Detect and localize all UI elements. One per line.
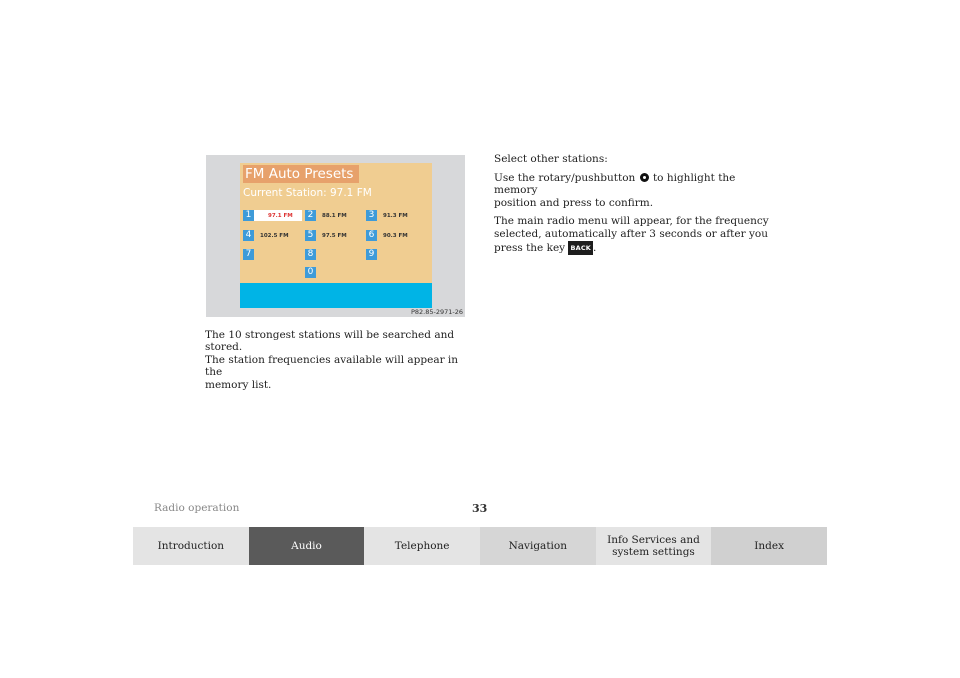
tab-index[interactable] — [711, 527, 827, 565]
instruction-text: . — [593, 241, 597, 254]
figure-fm-auto-presets — [206, 155, 465, 317]
preset-slot-5 — [305, 230, 347, 241]
instruction-text: The main radio menu will appear, for the frequency — [494, 215, 769, 228]
preset-number: 7 — [243, 249, 254, 260]
tab-label: Index — [754, 540, 784, 552]
tab-audio[interactable] — [249, 527, 365, 565]
screen-title: FM Auto Presets — [243, 165, 359, 183]
screen-status-bar — [240, 283, 432, 308]
tab-label: Introduction — [157, 540, 225, 552]
instruction-text: position and press to confirm. — [494, 196, 654, 209]
back-key-icon: BACK — [568, 241, 593, 256]
preset-number: 6 — [366, 230, 377, 241]
tab-label: Navigation — [508, 540, 567, 552]
preset-slot-4 — [243, 230, 289, 241]
page-number: 33 — [472, 502, 488, 515]
preset-slot-0 — [305, 267, 316, 278]
preset-number: 2 — [305, 210, 316, 221]
tab-introduction[interactable] — [133, 527, 249, 565]
caption-line: memory list. — [205, 378, 272, 391]
preset-frequency: 102.5 FM — [260, 232, 289, 239]
display-screen — [240, 163, 432, 308]
preset-number: 3 — [366, 210, 377, 221]
rotary-pushbutton-icon — [640, 173, 649, 182]
chapter-tab-bar — [133, 527, 827, 565]
preset-slot-2 — [305, 210, 347, 221]
preset-slot-1 — [243, 210, 302, 221]
preset-frequency: 97.1 FM — [268, 212, 293, 219]
tab-navigation[interactable] — [480, 527, 596, 565]
caption-line: The station frequencies available will appear in the — [205, 353, 459, 379]
preset-slot-3 — [366, 210, 408, 221]
preset-number: 9 — [366, 249, 377, 260]
tab-telephone[interactable] — [364, 527, 480, 565]
tab-label: system settings — [612, 546, 695, 558]
instructions — [494, 153, 770, 261]
tab-label: Telephone — [394, 540, 450, 552]
instruction-text: to highlight the memory — [494, 171, 736, 197]
caption-line: The 10 strongest stations will be searched and stored. — [205, 329, 455, 354]
instruction-text: press the key — [494, 241, 569, 254]
tab-info-services[interactable] — [596, 527, 712, 565]
figure-code: P82.85-2971-26 — [410, 308, 463, 316]
preset-slot-7 — [243, 249, 254, 260]
current-station: Current Station: 97.1 FM — [243, 187, 372, 199]
tab-label: Info Services and — [607, 534, 700, 546]
preset-frequency: 90.3 FM — [383, 232, 408, 239]
preset-number: 4 — [243, 230, 254, 241]
preset-number: 8 — [305, 249, 316, 260]
preset-frequency: 97.5 FM — [322, 232, 347, 239]
rotary-instruction — [494, 172, 770, 210]
tab-label: Audio — [291, 540, 322, 552]
preset-number: 0 — [305, 267, 316, 278]
preset-slot-8 — [305, 249, 316, 260]
preset-number: 5 — [305, 230, 316, 241]
preset-frequency: 91.3 FM — [383, 212, 408, 219]
preset-slot-6 — [366, 230, 408, 241]
instruction-text: selected, automatically after 3 seconds or after you — [494, 227, 768, 240]
preset-number: 1 — [243, 210, 254, 221]
instruction-text: Use the rotary/pushbutton — [494, 171, 639, 184]
select-stations-heading: Select other stations: — [494, 153, 608, 165]
preset-slot-9 — [366, 249, 377, 260]
menu-return-instruction — [494, 215, 770, 255]
figure-caption — [205, 329, 473, 391]
section-title: Radio operation — [154, 502, 240, 514]
preset-frequency: 88.1 FM — [322, 212, 347, 219]
